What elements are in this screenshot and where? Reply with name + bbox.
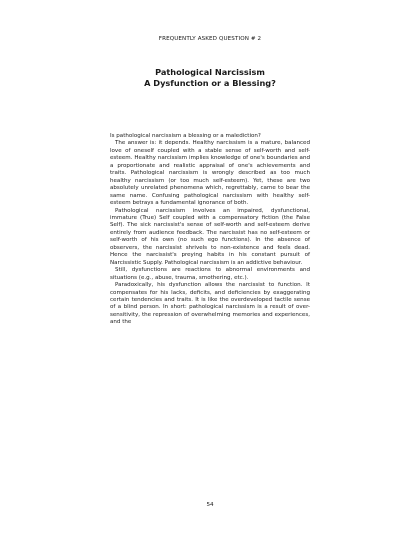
paragraph: Is pathological narcissism a blessing or a malediction? (110, 133, 261, 139)
page-number: 54 (206, 502, 214, 508)
title-line-2: A Dysfunction or a Blessing? (144, 77, 276, 88)
title-line-1: Pathological Narcissism (155, 67, 265, 77)
running-head: FREQUENTLY ASKED QUESTION # 2 (158, 36, 262, 42)
body-text (110, 133, 310, 327)
paragraph: Still, dysfunctions are reactions to abnormal environments and situations (e.g., abuse, trauma, smothering, etc.). (110, 267, 310, 281)
paragraph: Paradoxically, his dysfunction allows the narcissist to function. It compensates for his lacks, deficits, and deficiencies by exaggerating certain tendencies and traits. It is like the overdeveloped tactile sense of a blind person. In short: pathological narcissism is a result of over-sensitivity, the repression of overwhelming memories and experiences, and the (110, 282, 310, 326)
chapter-title (0, 67, 420, 88)
paragraph: Pathological narcissism involves an impaired, dysfunctional, immature (True) Self coupled with a compensatory fiction (the False Self). The sick narcissist's sense of self-worth and self-esteem derive entirely from audience feedback. The narcissist has no self-esteem or self-worth of his own (no such ego functions). In the absence of observers, the narcissist shrivels to non-existence and feels dead. Hence the narcissist's preying habits in his constant pursuit of Narcissistic Supply. Pathological narcissism is an addictive behaviour. (110, 207, 310, 266)
paragraph: The answer is: it depends. Healthy narcissism is a mature, balanced love of oneself coupled with a stable sense of self-worth and self-esteem. Healthy narcissism implies knowledge of one's boundaries and a proportionate and realistic appraisal of one's achievements and traits. Pathological narcissism is wrongly described as too much healthy narcissism (or too much self-esteem). Yet, these are two absolutely unrelated phenomena which, regrettably, came to bear the same name. Confusing pathological narcissism with healthy self-esteem betrays a fundamental ignorance of both. (110, 140, 310, 207)
